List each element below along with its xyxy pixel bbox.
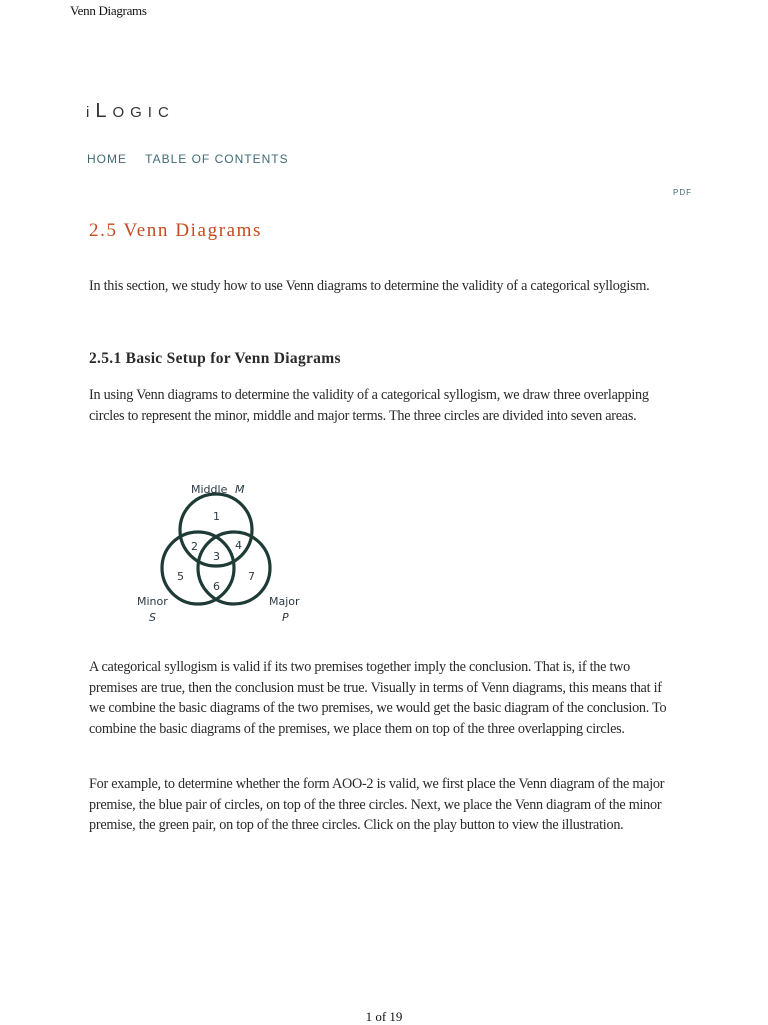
logo-part-2: L (95, 100, 113, 122)
nav-home-link[interactable]: HOME (87, 152, 127, 166)
area-3-label: 3 (213, 550, 220, 563)
middle-label: Middle (191, 483, 228, 496)
area-2-label: 2 (191, 540, 198, 553)
area-6-label: 6 (213, 580, 220, 593)
nav-toc-link[interactable]: TABLE OF CONTENTS (145, 152, 289, 166)
logo-part-1: i (86, 104, 96, 121)
minor-symbol: S (149, 611, 156, 624)
setup-paragraph: In using Venn diagrams to determine the validity of a categorical syllogism, we draw three overlapping circles to represent the minor, middle and major terms. The three circles are divided into seven areas. (89, 387, 649, 424)
area-1-label: 1 (213, 510, 220, 523)
middle-symbol: M (235, 483, 245, 496)
major-label: Major (269, 595, 300, 608)
section-title: 2.5 Venn Diagrams (89, 220, 263, 241)
validity-paragraph: A categorical syllogism is valid if its two premises together imply the conclusion. That is, if the two premises are true, then the conclusion must be true. Visually in terms of Venn diagrams, this means that if we combine the basic diagrams of the two premises, we would get the basic diagram of the conclusion. To combine the basic diagrams of the premises, we place them on top of the three overlapping circles. (89, 659, 667, 737)
logo-part-3: OGIC (112, 104, 175, 121)
intro-paragraph: In this section, we study how to use Venn diagrams to determine the validity of a categorical syllogism. (89, 278, 650, 294)
page-number: 1 of 19 (365, 1009, 403, 1024)
area-5-label: 5 (177, 570, 184, 583)
area-4-label: 4 (235, 539, 242, 552)
pdf-link[interactable]: PDF (673, 188, 692, 197)
example-paragraph: For example, to determine whether the form AOO-2 is valid, we first place the Venn diagram of the major premise, the blue pair of circles, on top of the three circles. Next, we place the Venn diagram of the minor premise, the green pair, on top of the three circles. Click on the play button to view the illustration. (89, 776, 665, 834)
minor-label: Minor (137, 595, 168, 608)
site-logo[interactable] (86, 100, 175, 123)
print-header: Venn Diagrams (70, 3, 147, 18)
venn-diagram (135, 478, 315, 628)
area-7-label: 7 (248, 570, 255, 583)
major-symbol: P (282, 611, 289, 624)
subsection-title: 2.5.1 Basic Setup for Venn Diagrams (89, 350, 341, 367)
main-nav (87, 152, 303, 166)
